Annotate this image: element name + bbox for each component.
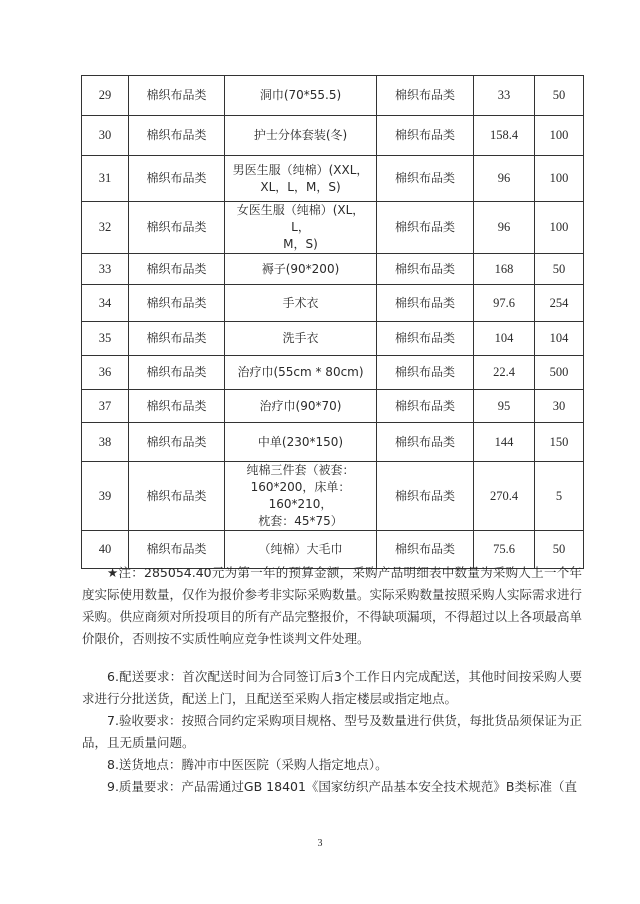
product-name-cell: 洞巾(70*55.5) [225, 76, 377, 116]
quality-requirement: 9.质量要求：产品需通过GB 18401《国家纺织产品基本安全技术规范》B类标准（直 [107, 779, 578, 794]
table-row [82, 462, 584, 531]
row-number: 37 [82, 390, 129, 423]
product-name-cell: 纯棉三件套（被套： 160*200，床单：160*210， 枕套：45*75） [225, 462, 377, 531]
category-cell: 棉织布品类 [129, 390, 225, 423]
row-number: 34 [82, 285, 129, 322]
category-cell: 棉织布品类 [129, 116, 225, 156]
product-name-cell: 洗手衣 [225, 322, 377, 356]
table-row [82, 356, 584, 390]
product-name-cell: 治疗巾(90*70) [225, 390, 377, 423]
quantity-cell: 254 [535, 285, 584, 322]
type-cell: 棉织布品类 [377, 76, 474, 116]
row-number: 31 [82, 156, 129, 202]
type-cell: 棉织布品类 [377, 531, 474, 569]
table-row [82, 254, 584, 285]
price-cell: 144 [474, 423, 535, 462]
price-cell: 33 [474, 76, 535, 116]
product-name-cell: 女医生服（纯棉）(XL，L， M，S) [225, 202, 377, 254]
table-row [82, 322, 584, 356]
row-number: 38 [82, 423, 129, 462]
type-cell: 棉织布品类 [377, 202, 474, 254]
quantity-cell: 50 [535, 531, 584, 569]
price-cell: 96 [474, 156, 535, 202]
quantity-cell: 30 [535, 390, 584, 423]
table-row [82, 390, 584, 423]
category-cell: 棉织布品类 [129, 285, 225, 322]
price-cell: 158.4 [474, 116, 535, 156]
product-table-body [82, 76, 584, 569]
table-row [82, 156, 584, 202]
product-name-cell: 手术衣 [225, 285, 377, 322]
acceptance-requirement: 7.验收要求：按照合同约定采购项目规格、型号及数量进行供货，每批货品须保证为正品，且无质量问题。 [82, 713, 582, 750]
price-cell: 97.6 [474, 285, 535, 322]
price-cell: 168 [474, 254, 535, 285]
type-cell: 棉织布品类 [377, 156, 474, 202]
table-row [82, 116, 584, 156]
price-cell: 104 [474, 322, 535, 356]
category-cell: 棉织布品类 [129, 76, 225, 116]
type-cell: 棉织布品类 [377, 462, 474, 531]
category-cell: 棉织布品类 [129, 156, 225, 202]
delivery-requirement: 6.配送要求：首次配送时间为合同签订后3个工作日内完成配送，其他时间按采购人要求进行分批送货，配送上门，且配送至采购人指定楼层或指定地点。 [82, 669, 582, 706]
product-name-cell: 治疗巾(55cm * 80cm) [225, 356, 377, 390]
quantity-cell: 50 [535, 254, 584, 285]
row-number: 40 [82, 531, 129, 569]
price-cell: 270.4 [474, 462, 535, 531]
page-number: 3 [317, 838, 323, 849]
quantity-cell: 150 [535, 423, 584, 462]
product-table [81, 75, 584, 569]
type-cell: 棉织布品类 [377, 254, 474, 285]
row-number: 32 [82, 202, 129, 254]
table-row [82, 76, 584, 116]
category-cell: 棉织布品类 [129, 462, 225, 531]
row-number: 36 [82, 356, 129, 390]
notes-section [82, 562, 582, 798]
price-cell: 22.4 [474, 356, 535, 390]
category-cell: 棉织布品类 [129, 202, 225, 254]
quantity-cell: 100 [535, 202, 584, 254]
quantity-cell: 500 [535, 356, 584, 390]
quantity-cell: 50 [535, 76, 584, 116]
category-cell: 棉织布品类 [129, 423, 225, 462]
table-row [82, 202, 584, 254]
price-cell: 96 [474, 202, 535, 254]
table-row [82, 285, 584, 322]
category-cell: 棉织布品类 [129, 322, 225, 356]
price-cell: 75.6 [474, 531, 535, 569]
type-cell: 棉织布品类 [377, 116, 474, 156]
row-number: 30 [82, 116, 129, 156]
category-cell: 棉织布品类 [129, 356, 225, 390]
product-name-cell: 中单(230*150) [225, 423, 377, 462]
quantity-cell: 100 [535, 116, 584, 156]
row-number: 29 [82, 76, 129, 116]
price-cell: 95 [474, 390, 535, 423]
quantity-cell: 100 [535, 156, 584, 202]
product-name-cell: 男医生服（纯棉）(XXL， XL，L，M，S) [225, 156, 377, 202]
category-cell: 棉织布品类 [129, 531, 225, 569]
budget-note: ★注：285054.40元为第一年的预算金额，采购产品明细表中数量为采购人上一个年度实际使用数量，仅作为报价参考非实际采购数量。实际采购数量按照采购人实际需求进行采购。供应商须对所投项目的所有产品完整报价，不得缺项漏项，不得超过以上各项最高单价限价，否则按不实质性响应竞争性谈判文件处理。 [82, 565, 583, 646]
type-cell: 棉织布品类 [377, 322, 474, 356]
product-name-cell: 护士分体套装(冬) [225, 116, 377, 156]
delivery-location: 8.送货地点：腾冲市中医医院（采购人指定地点）。 [107, 757, 388, 772]
quantity-cell: 5 [535, 462, 584, 531]
table-row [82, 423, 584, 462]
quantity-cell: 104 [535, 322, 584, 356]
type-cell: 棉织布品类 [377, 356, 474, 390]
row-number: 35 [82, 322, 129, 356]
category-cell: 棉织布品类 [129, 254, 225, 285]
type-cell: 棉织布品类 [377, 285, 474, 322]
type-cell: 棉织布品类 [377, 423, 474, 462]
product-name-cell: 褥子(90*200) [225, 254, 377, 285]
product-name-cell: （纯棉）大毛巾 [225, 531, 377, 569]
row-number: 39 [82, 462, 129, 531]
row-number: 33 [82, 254, 129, 285]
type-cell: 棉织布品类 [377, 390, 474, 423]
